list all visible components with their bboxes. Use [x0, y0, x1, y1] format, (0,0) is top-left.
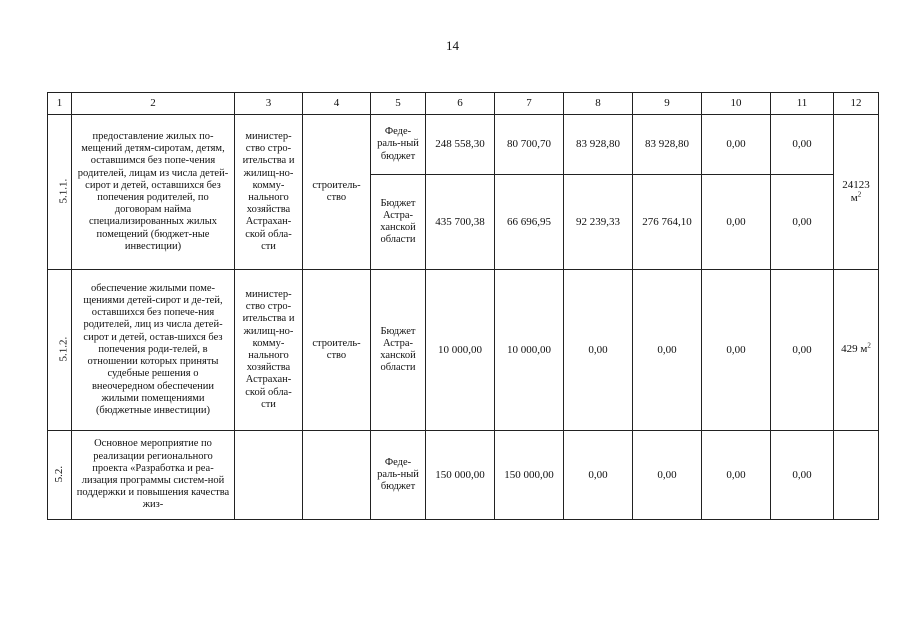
table-row — [48, 431, 879, 520]
value-cell: 0,00 — [771, 270, 834, 431]
result-cell — [834, 115, 879, 270]
value-cell: 10 000,00 — [495, 270, 564, 431]
row-code-cell — [48, 115, 72, 270]
description-cell: обеспечение жилыми поме-щениями детей-сирот и де-тей, оставшихся без попече-ния родителей, лиц из числа детей-сирот и детей, остав-шихся без попечения роди-телей, в отношении которых приняты судебные решения о внеочередном обеспечении жилыми помещениями (бюджетные инвестиции) — [72, 270, 235, 431]
result-cell — [834, 431, 879, 520]
value-cell: 0,00 — [771, 431, 834, 520]
row-code: 5.1.1. — [57, 179, 70, 204]
value-cell: 150 000,00 — [426, 431, 495, 520]
value-cell: 0,00 — [702, 175, 771, 270]
executor-cell: министер-ство стро-ительства и жилищ-но-комму-нального хозяйства Астрахан-ской обла-сти — [235, 270, 303, 431]
value-cell: 10 000,00 — [426, 270, 495, 431]
result-unit: м — [850, 192, 858, 204]
header-cell: 9 — [633, 93, 702, 115]
direction-cell — [303, 431, 371, 520]
row-code-cell — [48, 431, 72, 520]
header-cell: 2 — [72, 93, 235, 115]
value-cell: 435 700,38 — [426, 175, 495, 270]
result-unit-sup: 2 — [867, 341, 871, 350]
header-cell: 8 — [564, 93, 633, 115]
header-cell: 3 — [235, 93, 303, 115]
header-cell: 10 — [702, 93, 771, 115]
description-cell: предоставление жилых по-мещений детям-сиротам, детям, оставшимся без попе-чения родителей, лицам из числа детей-сирот и детей, оставшихся без попечения родителей, по договорам найма специализированных жилых помещений (бюджет-ные инвестиции) — [72, 115, 235, 270]
direction-cell: строитель-ство — [303, 115, 371, 270]
header-cell: 12 — [834, 93, 879, 115]
table-row — [48, 270, 879, 431]
value-cell: 150 000,00 — [495, 431, 564, 520]
value-cell: 66 696,95 — [495, 175, 564, 270]
value-cell: 0,00 — [633, 270, 702, 431]
header-cell: 6 — [426, 93, 495, 115]
value-cell: 80 700,70 — [495, 115, 564, 175]
funding-source-cell: Бюджет Астра-ханской области — [371, 175, 426, 270]
value-cell: 0,00 — [702, 115, 771, 175]
row-code: 5.1.2. — [57, 337, 70, 362]
result-value: 429 м — [841, 343, 868, 356]
table-row — [48, 115, 879, 175]
result-unit-sup: 2 — [857, 190, 862, 199]
header-cell: 11 — [771, 93, 834, 115]
description-cell: Основное мероприятие по реализации регионального проекта «Разработка и реа-лизация программы систем-ной поддержки и повышения качества жиз- — [72, 431, 235, 520]
value-cell: 83 928,80 — [633, 115, 702, 175]
value-cell: 83 928,80 — [564, 115, 633, 175]
header-row — [48, 93, 879, 115]
header-cell: 5 — [371, 93, 426, 115]
result-cell — [834, 270, 879, 431]
direction-cell: строитель-ство — [303, 270, 371, 431]
value-cell: 0,00 — [702, 431, 771, 520]
value-cell: 0,00 — [771, 175, 834, 270]
result-value: 24123 — [842, 178, 870, 191]
value-cell: 276 764,10 — [633, 175, 702, 270]
value-cell: 92 239,33 — [564, 175, 633, 270]
funding-source-cell: Бюджет Астра-ханской области — [371, 270, 426, 431]
header-cell: 7 — [495, 93, 564, 115]
value-cell: 0,00 — [771, 115, 834, 175]
executor-cell — [235, 431, 303, 520]
header-cell: 4 — [303, 93, 371, 115]
value-cell: 0,00 — [564, 270, 633, 431]
budget-table — [47, 92, 879, 520]
value-cell: 0,00 — [564, 431, 633, 520]
header-cell: 1 — [48, 93, 72, 115]
value-cell: 0,00 — [633, 431, 702, 520]
row-code: 5.2. — [53, 466, 66, 483]
page-number: 14 — [446, 38, 459, 53]
value-cell: 248 558,30 — [426, 115, 495, 175]
funding-source-cell: Феде-раль-ный бюджет — [371, 431, 426, 520]
row-code-cell — [48, 270, 72, 431]
funding-source-cell: Феде-раль-ный бюджет — [371, 115, 426, 175]
executor-cell: министер-ство стро-ительства и жилищ-но-комму-нального хозяйства Астрахан-ской обла-сти — [235, 115, 303, 270]
value-cell: 0,00 — [702, 270, 771, 431]
